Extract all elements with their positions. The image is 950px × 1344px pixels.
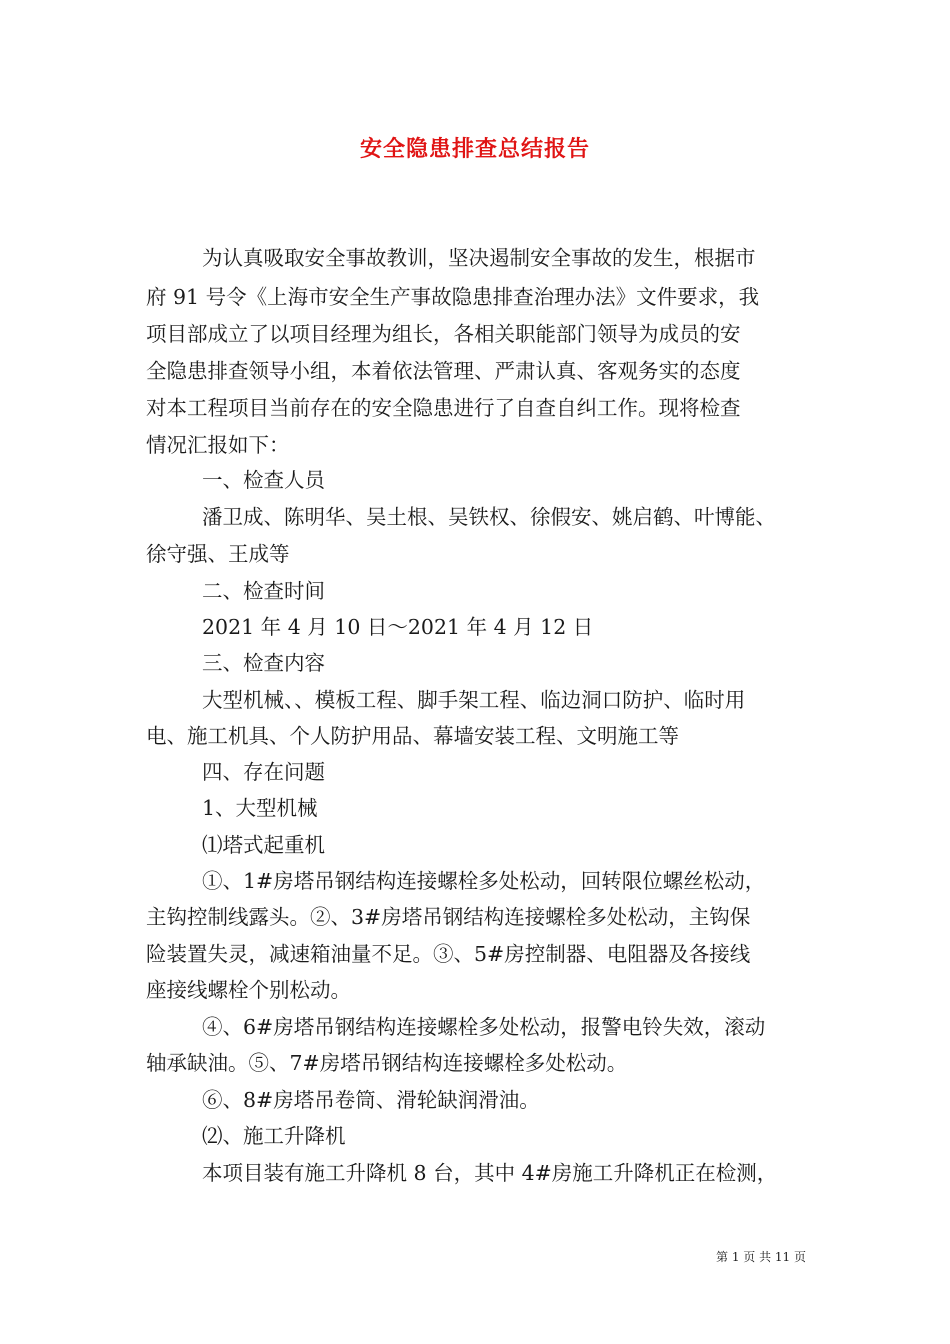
body-line: 情况汇报如下：	[146, 433, 290, 457]
body-line: 本项目装有施工升降机 8 台，其中 4#房施工升降机正在检测，	[202, 1161, 778, 1185]
body-line: ⑥、8#房塔吊卷筒、滑轮缺润滑油。	[202, 1088, 540, 1112]
body-line: 大型机械、、模板工程、脚手架工程、临边洞口防护、临时用	[202, 688, 746, 712]
subsection-heading: ⑴塔式起重机	[202, 833, 325, 857]
subsection-heading: 1、大型机械	[202, 796, 318, 820]
body-line: 对本工程项目当前存在的安全隐患进行了自查自纠工作。现将检查	[146, 396, 741, 420]
body-line: 轴承缺油。⑤、7#房塔吊钢结构连接螺栓多处松动。	[146, 1051, 628, 1075]
body-line: 主钩控制线露头。②、3#房塔吊钢结构连接螺栓多处松动，主钩保	[146, 905, 751, 929]
body-line: ④、6#房塔吊钢结构连接螺栓多处松动，报警电铃失效，滚动	[202, 1015, 766, 1039]
document-title: 安全隐患排查总结报告	[359, 137, 590, 162]
body-line: ①、1#房塔吊钢结构连接螺栓多处松动，回转限位螺丝松动，	[202, 869, 766, 893]
body-line: 座接线螺栓个别松动。	[146, 978, 351, 1002]
body-line: 项目部成立了以项目经理为组长，各相关职能部门领导为成员的安	[146, 322, 741, 346]
body-line: 2021 年 4 月 10 日～2021 年 4 月 12 日	[202, 615, 594, 639]
section-heading: 三、检查内容	[202, 651, 325, 675]
body-line: 全隐患排查领导小组，本着依法管理、严肃认真、客观务实的态度	[146, 359, 741, 383]
page-number: 第 1 页 共 11 页	[716, 1250, 806, 1264]
body-line: 为认真吸取安全事故教训，坚决遏制安全事故的发生，根据市	[202, 246, 756, 270]
body-line: 潘卫成、陈明华、吴土根、吴铁权、徐假安、姚启鹤、叶博能、	[202, 505, 776, 529]
body-line: 徐守强、王成等	[146, 542, 290, 566]
section-heading: 二、检查时间	[202, 579, 325, 603]
body-line: 府 91 号令《上海市安全生产事故隐患排查治理办法》文件要求，我	[146, 285, 760, 309]
body-line: 电、施工机具、个人防护用品、幕墙安装工程、文明施工等	[146, 724, 679, 748]
subsection-heading: ⑵、施工升降机	[202, 1124, 346, 1148]
section-heading: 四、存在问题	[202, 760, 325, 784]
body-line: 险装置失灵，减速箱油量不足。③、5#房控制器、电阻器及各接线	[146, 942, 751, 966]
section-heading: 一、检查人员	[202, 468, 325, 492]
